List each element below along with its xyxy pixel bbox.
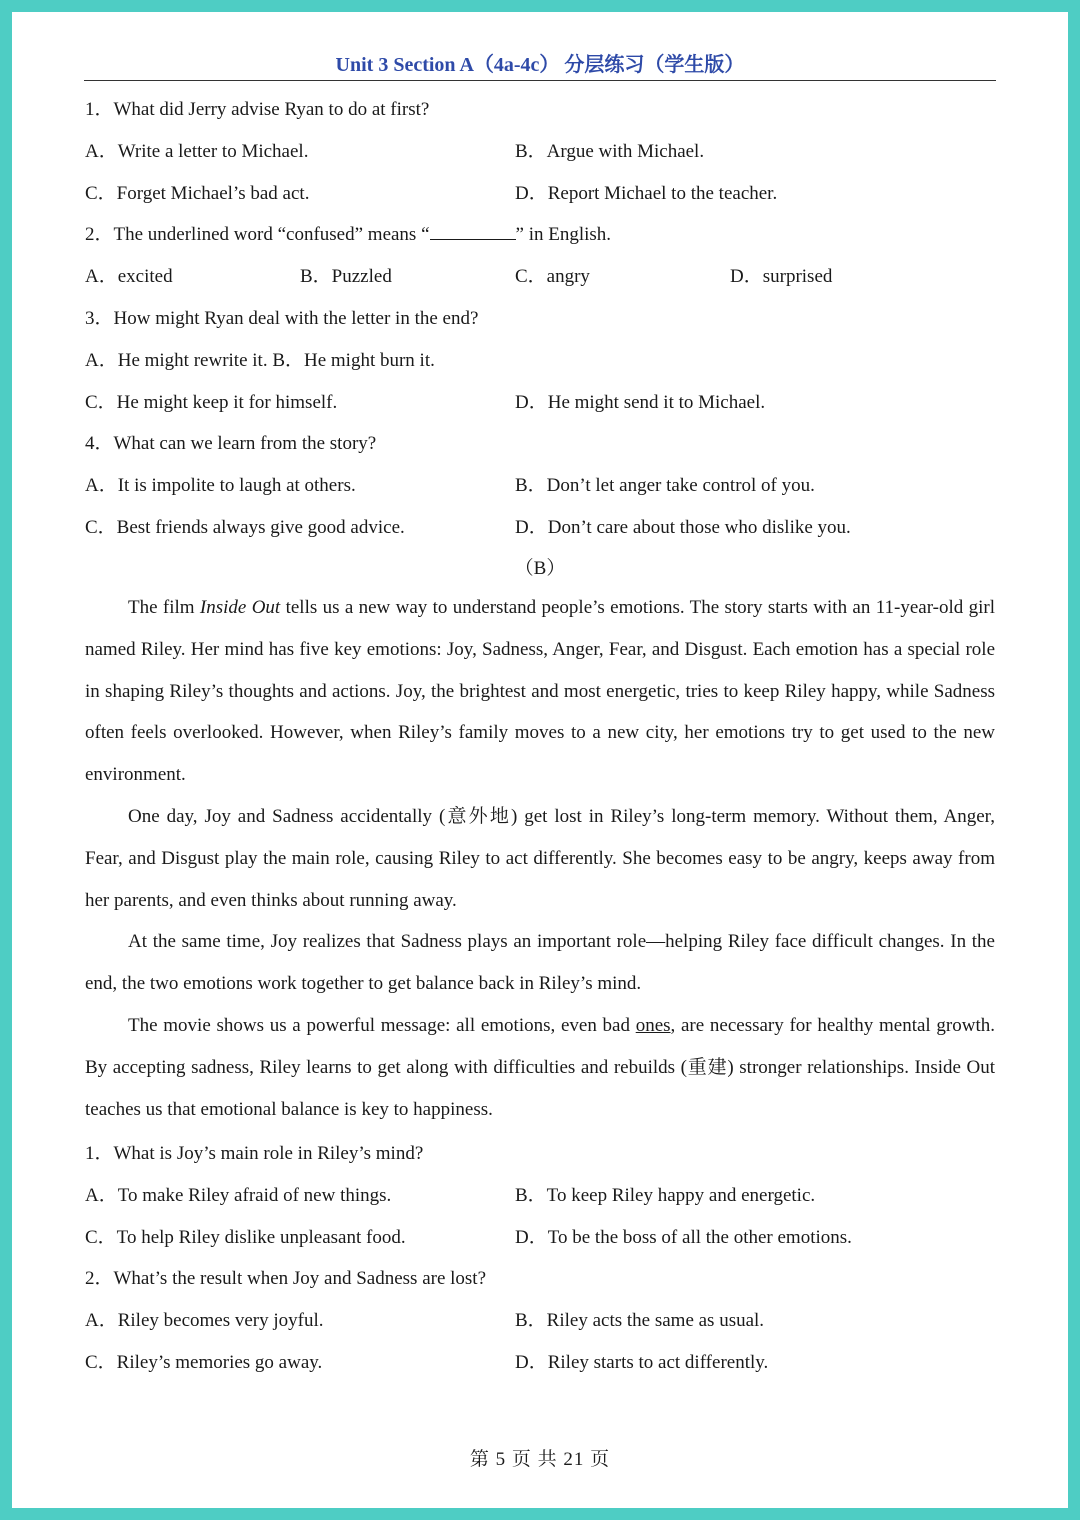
page-header: Unit 3 Section A（4a-4c） 分层练习（学生版） — [335, 54, 745, 76]
p4-pre: The movie shows us a powerful message: all emotions, even bad — [128, 1015, 636, 1036]
option-b1-a: A．To make Riley afraid of new things. — [85, 1185, 392, 1206]
option-a1-a: A．Write a letter to Michael. — [85, 141, 309, 162]
question-a2-stem-pre: 2．The underlined word “confused” means “ — [85, 224, 430, 245]
page-number: 第 5 页 共 21 页 — [469, 1449, 611, 1470]
passage-paragraph-3: At the same time, Joy realizes that Sadness plays an important role—helping Riley face difficult changes. In the end, the two emotions work together to get balance back in Riley’s mind. — [85, 931, 995, 994]
question-b2-stem: 2．What’s the result when Joy and Sadness are lost? — [85, 1268, 487, 1289]
answer-blank — [430, 223, 516, 240]
question-b1-stem: 1．What is Joy’s main role in Riley’s mind? — [85, 1143, 424, 1164]
question-a1-stem: 1．What did Jerry advise Ryan to do at first? — [85, 99, 430, 120]
film-title: Inside Out — [199, 597, 281, 618]
option-a4-a: A．It is impolite to laugh at others. — [85, 475, 356, 496]
option-b1-c: C．To help Riley dislike unpleasant food. — [85, 1227, 406, 1248]
option-b1-d: D．To be the boss of all the other emotions. — [515, 1227, 852, 1248]
option-a4-b: B．Don’t let anger take control of you. — [515, 475, 815, 496]
section-b-label: （B） — [514, 558, 566, 579]
option-a2-a: A．excited — [85, 266, 173, 287]
option-a1-d: D．Report Michael to the teacher. — [515, 183, 778, 204]
option-a3-c: C．He might keep it for himself. — [85, 392, 338, 413]
option-a2-c: C．angry — [515, 266, 590, 287]
passage-paragraph-2: One day, Joy and Sadness accidentally (意外地) get lost in Riley’s long-term memory. Without them, Anger, Fear, and Disgust play the main role, causing Riley to act differently. She becomes easy to be angry, keeps away from her parents, and even thinks about running away. — [85, 806, 995, 911]
option-a3-d: D．He might send it to Michael. — [515, 392, 766, 413]
option-a1-b: B．Argue with Michael. — [515, 141, 705, 162]
p1-post: tells us a new way to understand people’s emotions. The story starts with an 11-year-old girl named Riley. Her mind has five key emotions: Joy, Sadness, Anger, Fear, and Disgust. Each emotion has a special role in shaping Riley’s thoughts and actions. Joy, the brightest and most energetic, tries to keep Riley happy, while Sadness often feels overlooked. However, when Riley’s family moves to a new city, her emotions try to get used to the new environment. — [85, 597, 996, 786]
option-a2-b: B．Puzzled — [300, 266, 392, 287]
passage-paragraph-4 — [85, 1005, 995, 1130]
header-rule — [84, 80, 996, 81]
option-b2-d: D．Riley starts to act differently. — [515, 1352, 769, 1373]
question-a3-stem: 3．How might Ryan deal with the letter in the end? — [85, 308, 479, 329]
option-a4-d: D．Don’t care about those who dislike you. — [515, 517, 851, 538]
option-b1-b: B．To keep Riley happy and energetic. — [515, 1185, 816, 1206]
document-page — [12, 12, 1068, 1508]
option-a2-d: D．surprised — [730, 266, 833, 287]
passage-paragraph-1 — [85, 587, 995, 796]
question-a2-stem-post: ” in English. — [515, 224, 612, 245]
option-a1-c: C．Forget Michael’s bad act. — [85, 183, 310, 204]
option-a3-ab: A．He might rewrite it. B．He might burn it. — [85, 350, 435, 371]
option-b2-c: C．Riley’s memories go away. — [85, 1352, 323, 1373]
option-b2-b: B．Riley acts the same as usual. — [515, 1310, 765, 1331]
option-b2-a: A．Riley becomes very joyful. — [85, 1310, 324, 1331]
question-a2-stem — [85, 219, 611, 246]
question-a4-stem: 4．What can we learn from the story? — [85, 433, 377, 454]
p1-pre: The film — [128, 597, 200, 618]
underlined-word: ones — [635, 1015, 671, 1036]
p4-post: , are necessary for healthy mental growth. By accepting sadness, Riley learns to get along with difficulties and rebuilds (重建) stronger relationships. Inside Out teaches us that emotional balance is key to happiness. — [85, 1015, 995, 1120]
option-a4-c: C．Best friends always give good advice. — [85, 517, 405, 538]
